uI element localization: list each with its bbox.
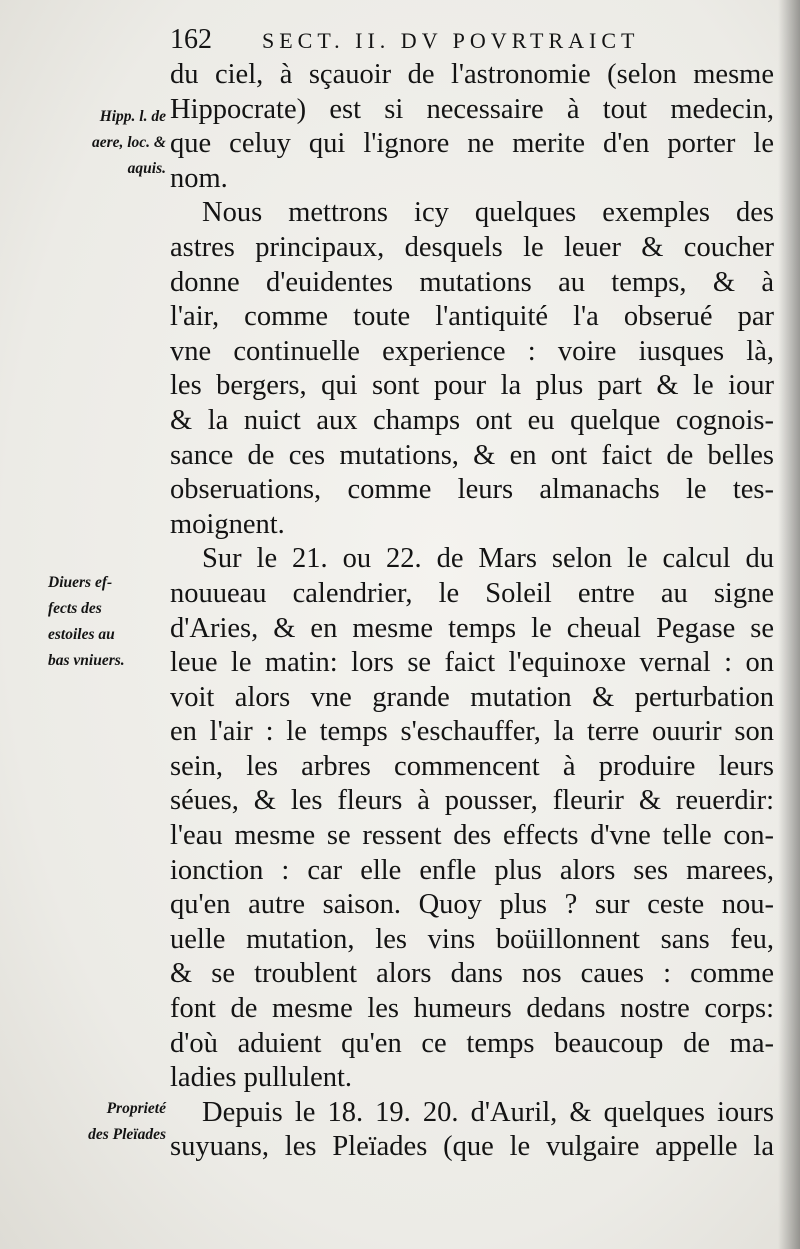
text-line: d'où aduient qu'en ce temps beaucoup de ma-: [170, 1027, 774, 1059]
text-line: uelle mutation, les vins boüillonnent sans feu,: [170, 923, 774, 955]
text-line: ladies pullulent.: [170, 1062, 353, 1094]
text-line: l'eau mesme se ressent des effects d'vne telle con-: [170, 820, 774, 852]
body-text: [170, 58, 774, 1165]
margin-note-line: des Pleïades: [88, 1126, 166, 1143]
page-header: [170, 24, 730, 58]
text-line: en l'air : le temps s'eschauffer, la terre ouurir son: [170, 716, 774, 748]
margin-note-line: bas vniuers.: [48, 652, 125, 669]
text-line: leue le matin: lors se faict l'equinoxe vernal : on: [170, 647, 774, 679]
text-line: font de mesme les humeurs dedans nostre corps:: [170, 993, 774, 1025]
margin-note-line: aquis.: [127, 160, 166, 177]
text-line: séues, & les fleurs à pousser, fleurir & reuerdir:: [170, 785, 774, 817]
text-line: moignent.: [170, 508, 285, 540]
margin-note-pleiades: [44, 1096, 166, 1148]
text-line: du ciel, à sçauoir de l'astronomie (selon mesme: [170, 59, 774, 90]
margin-note-line: Diuers ef-: [48, 574, 113, 591]
margin-note-line: estoiles au: [48, 626, 115, 643]
text-line: les bergers, qui sont pour la plus part & le iour: [170, 370, 774, 402]
running-head: SECT. II. DV POVRTRAICT: [262, 28, 640, 53]
text-line: astres principaux, desquels le leuer & coucher: [170, 231, 774, 263]
text-line: sein, les arbres commencent à produire leurs: [170, 750, 774, 782]
margin-note-divers-effects: [48, 570, 178, 674]
text-line: ionction : car elle enfle plus alors ses marees,: [170, 854, 774, 886]
margin-note-line: aere, loc. &: [91, 134, 166, 151]
text-line: donne d'euidentes mutations au temps, & à: [170, 266, 774, 298]
text-line: Depuis le 18. 19. 20. d'Auril, & quelques iours: [202, 1096, 774, 1128]
text-line: l'air, comme toute l'antiquité l'a obserué par: [170, 301, 774, 333]
text-line: Sur le 21. ou 22. de Mars selon le calcul du: [202, 543, 774, 575]
text-line: nouueau calendrier, le Soleil entre au signe: [170, 577, 774, 609]
margin-note-hippocrates: [44, 104, 166, 182]
text-line: Nous mettrons icy quelques exemples des: [202, 197, 774, 229]
text-line: & se troublent alors dans nos caues : comme: [170, 958, 774, 990]
text-line: vne continuelle experience : voire iusques là,: [170, 335, 774, 367]
gutter-shadow: [778, 0, 800, 1249]
text-line: suyuans, les Pleïades (que le vulgaire appelle la: [170, 1131, 774, 1163]
page-number: 162: [170, 24, 212, 55]
text-line: qu'en autre saison. Quoy plus ? sur ceste nou-: [170, 889, 774, 921]
margin-note-line: Proprieté: [106, 1100, 166, 1117]
text-line: sance de ces mutations, & en ont faict de belles: [170, 439, 774, 471]
text-line: obseruations, comme leurs almanachs le tes-: [170, 474, 774, 506]
margin-note-line: fects des: [48, 600, 102, 617]
text-line: d'Aries, & en mesme temps le cheual Pegase se: [170, 612, 774, 644]
margin-note-line: Hipp. l. de: [99, 108, 166, 125]
text-line: Hippocrate) est si necessaire à tout medecin,: [170, 93, 774, 125]
text-line: que celuy qui l'ignore ne merite d'en porter le: [170, 128, 774, 160]
text-line: nom.: [170, 162, 228, 194]
text-line: & la nuict aux champs ont eu quelque cognois-: [170, 404, 774, 436]
text-line: voit alors vne grande mutation & perturbation: [170, 681, 774, 713]
